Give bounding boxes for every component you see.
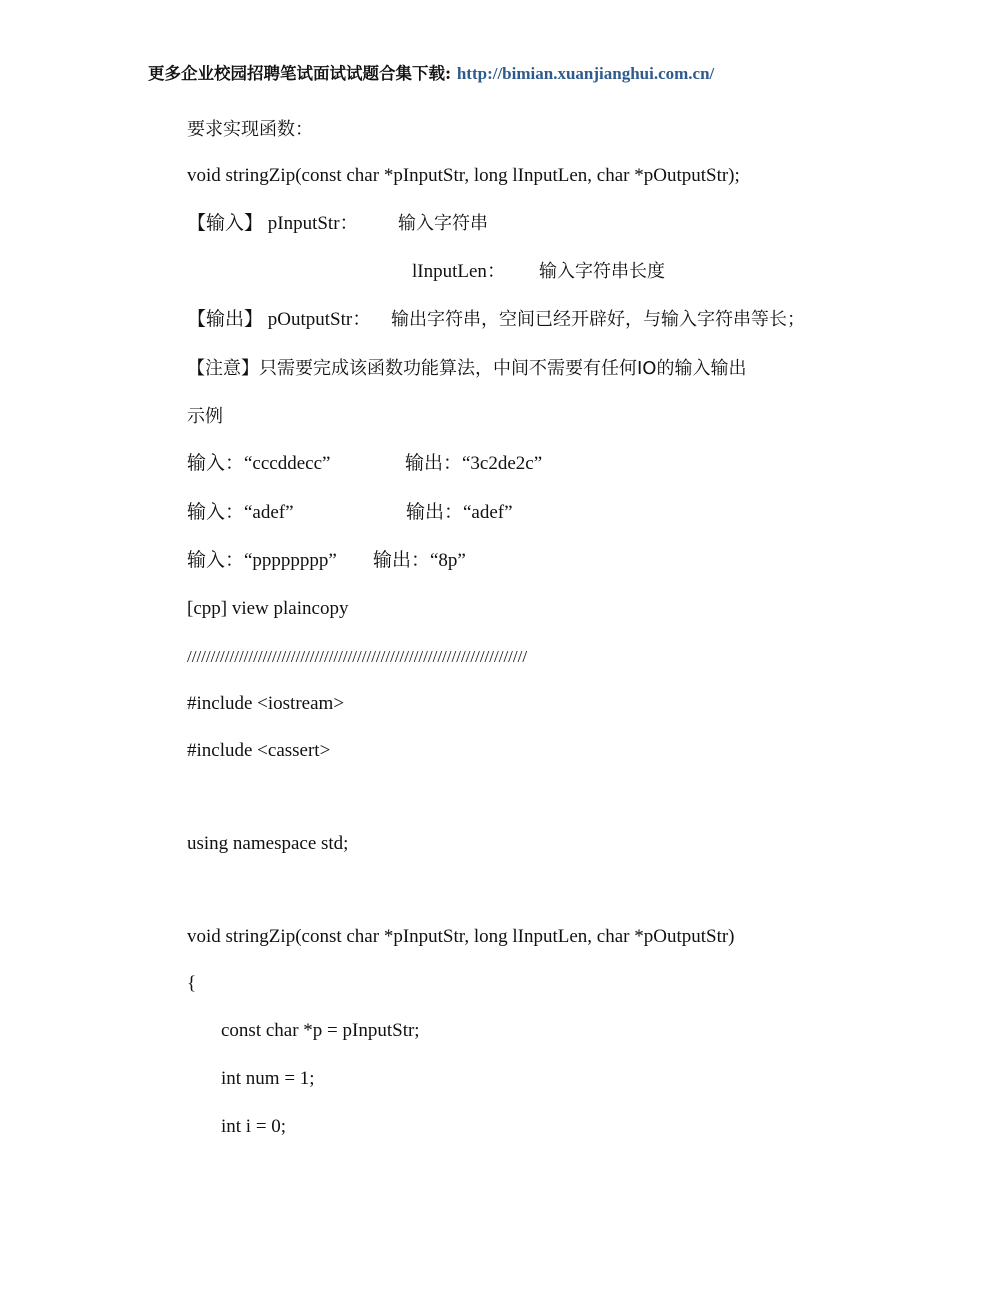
code-include-iostream: #include <iostream>: [187, 693, 345, 714]
download-link[interactable]: http://bimian.xuanjianghui.com.cn/: [456, 64, 715, 83]
input-param-desc: 输入字符串: [398, 213, 488, 234]
code-function-def: void stringZip(const char *pInputStr, long lInputLen, char *pOutputStr): [187, 926, 735, 947]
output-param-desc: 输出字符串，空间已经开辟好，与输入字符串等长；: [391, 309, 805, 330]
input-param-label: 【输入】 pInputStr：: [187, 213, 359, 234]
example-heading: 示例: [187, 406, 223, 427]
requirement-heading: 要求实现函数：: [187, 119, 313, 140]
function-signature: void stringZip(const char *pInputStr, long lInputLen, char *pOutputStr);: [187, 165, 740, 186]
code-i-decl: int i = 0;: [221, 1116, 287, 1137]
code-view-label: [cpp] view plaincopy: [187, 598, 349, 619]
code-include-cassert: #include <cassert>: [187, 740, 331, 761]
comment-divider: ////////////////////////////////////////////////////////////////////////: [187, 647, 528, 666]
example-2-input: 输入：“adef”: [187, 502, 294, 523]
example-3-input: 输入：“pppppppp”: [187, 550, 337, 571]
code-num-decl: int num = 1;: [221, 1068, 315, 1089]
input-len-label: lInputLen：: [412, 261, 506, 282]
code-using-namespace: using namespace std;: [187, 833, 349, 854]
example-2-output: 输出：“adef”: [406, 502, 513, 523]
code-pointer-decl: const char *p = pInputStr;: [221, 1020, 420, 1041]
example-1-output: 输出：“3c2de2c”: [405, 453, 543, 474]
header-text: 更多企业校园招聘笔试面试试题合集下载:: [148, 64, 452, 83]
code-open-brace: {: [187, 973, 197, 994]
page-header: [148, 60, 714, 84]
example-1-input: 输入：“cccddecc”: [187, 453, 331, 474]
input-len-desc: 输入字符串长度: [539, 261, 665, 282]
output-param-label: 【输出】 pOutputStr：: [187, 309, 372, 330]
note-line: 【注意】只需要完成该函数功能算法，中间不需要有任何IO的输入输出: [187, 358, 747, 379]
example-3-output: 输出：“8p”: [373, 550, 466, 571]
